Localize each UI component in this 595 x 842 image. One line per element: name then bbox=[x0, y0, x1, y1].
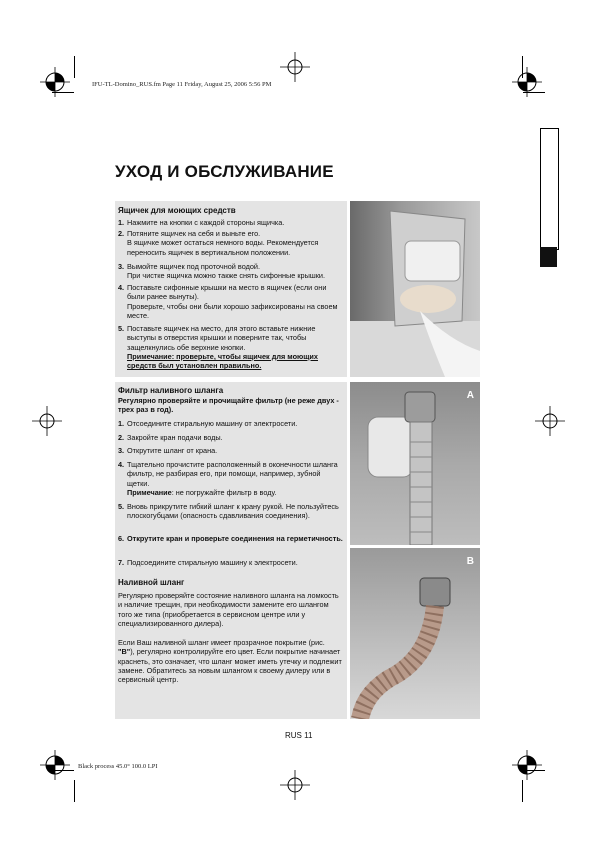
step-text: Нажмите на кнопки с каждой стороны ящичка. bbox=[127, 218, 285, 227]
filter-photo bbox=[350, 382, 480, 545]
print-footer: Black process 45.0° 100.0 LPI bbox=[78, 763, 158, 770]
figure-ref: "B" bbox=[118, 647, 131, 657]
hose-heading: Наливной шланг bbox=[118, 578, 185, 587]
detergent-step bbox=[118, 283, 343, 320]
filter-illustration bbox=[350, 382, 480, 545]
step-number: 6. bbox=[118, 534, 125, 543]
step-text: Потяните ящичек на себя и выньте его. bbox=[127, 229, 261, 238]
filter-step bbox=[118, 558, 343, 567]
crop-mark bbox=[52, 92, 74, 93]
detergent-heading: Ящичек для моющих средств bbox=[118, 206, 236, 215]
step-text: Поставьте ящичек на место, для этого вставьте нижние выступы в отверстия крышки и поверните так, чтобы защелкнулись обе верхние кнопки. bbox=[127, 324, 316, 352]
crop-mark bbox=[522, 56, 523, 78]
hose-illustration bbox=[350, 548, 480, 719]
filter-step bbox=[118, 446, 343, 455]
crop-mark bbox=[523, 92, 545, 93]
page-number: RUS 11 bbox=[285, 731, 313, 740]
step-text: Тщательно прочистите расположенный в оконечности шланга фильтр, не разбирая его, при помощи, например, зубной щетки. bbox=[127, 460, 338, 488]
step-text: Отсоедините стиральную машину от электросети. bbox=[127, 419, 298, 428]
step-number: 4. bbox=[118, 460, 125, 469]
step-text: Открутите кран и проверьте соединения на герметичность. bbox=[127, 534, 343, 543]
step-extra: Проверьте, чтобы они были хорошо зафиксированы на своем месте. bbox=[127, 301, 338, 320]
registration-mark-icon bbox=[32, 406, 62, 436]
registration-mark-icon bbox=[40, 750, 70, 780]
filter-step bbox=[118, 502, 343, 521]
step-number: 4. bbox=[118, 283, 125, 292]
filter-step bbox=[118, 433, 343, 442]
registration-mark-icon bbox=[512, 750, 542, 780]
crop-mark bbox=[523, 770, 545, 771]
step-number: 3. bbox=[118, 446, 125, 455]
step-note: Примечание: проверьте, чтобы ящичек для моющих средств был установлен правильно. bbox=[127, 351, 318, 371]
crop-mark bbox=[522, 780, 523, 802]
step-number: 5. bbox=[118, 324, 125, 333]
detergent-drawer-photo bbox=[350, 201, 480, 377]
registration-mark-icon bbox=[535, 406, 565, 436]
chapter-tab-outline bbox=[540, 128, 559, 250]
hose-p2-start: Если Ваш наливной шланг имеет прозрачное покрытие (рис. bbox=[118, 638, 325, 647]
print-header: IFU-TL-Domino_RUS.fm Page 11 Friday, August 25, 2006 5:56 PM bbox=[92, 81, 272, 88]
photo-label-b: B bbox=[466, 556, 474, 567]
step-number: 5. bbox=[118, 502, 125, 511]
chapter-tab-marker bbox=[540, 247, 557, 267]
note-text: : не погружайте фильтр в воду. bbox=[171, 487, 277, 497]
detergent-step bbox=[118, 218, 343, 227]
page-title: УХОД И ОБСЛУЖИВАНИЕ bbox=[115, 162, 334, 181]
filter-step bbox=[118, 419, 343, 428]
hose-photo bbox=[350, 548, 480, 719]
step-text: Закройте кран подачи воды. bbox=[127, 433, 223, 442]
step-number: 7. bbox=[118, 558, 125, 567]
filter-step bbox=[118, 460, 343, 497]
detergent-step bbox=[118, 229, 343, 257]
crop-mark bbox=[74, 56, 75, 78]
step-number: 3. bbox=[118, 262, 125, 271]
step-extra: При чистке ящичка можно также снять сифонные крышки. bbox=[127, 271, 325, 281]
filter-heading: Фильтр наливного шланга bbox=[118, 386, 224, 395]
hose-paragraph-2 bbox=[118, 638, 343, 684]
detergent-step bbox=[118, 324, 343, 370]
crop-mark bbox=[52, 770, 74, 771]
registration-mark-icon bbox=[280, 52, 310, 82]
registration-mark-icon bbox=[280, 770, 310, 800]
step-number: 1. bbox=[118, 218, 125, 227]
filter-step bbox=[118, 534, 343, 543]
step-text: Подсоедините стиральную машину к электросети. bbox=[127, 558, 298, 567]
hose-paragraph-1: Регулярно проверяйте состояние наливного шланга на ломкость и наличие трещин, при необходимости замените его шлангом того же типа (приобретается в сервисном центре или у специализированного дилера). bbox=[118, 591, 339, 628]
step-text: Поставьте сифонные крышки на место в ящичек (если они были ранее вынуты). bbox=[127, 283, 327, 302]
photo-label-a: A bbox=[466, 390, 474, 401]
crop-mark bbox=[74, 780, 75, 802]
step-text: Вымойте ящичек под проточной водой. bbox=[127, 262, 261, 271]
detergent-step bbox=[118, 262, 343, 281]
hose-p2-end: ), регулярно контролируйте его цвет. Если покрытие начинает краснеть, это означает, что шланг может иметь утечку и подлежит замене. Обратитесь за новым шлангом к своему дилеру или в сервисный центр. bbox=[118, 647, 342, 685]
drawer-illustration bbox=[350, 201, 480, 377]
step-number: 2. bbox=[118, 229, 125, 238]
filter-subheading: Регулярно проверяйте и прочищайте фильтр (не реже двух - трех раз в год). bbox=[118, 396, 339, 415]
step-text: Открутите шланг от крана. bbox=[127, 446, 218, 455]
step-number: 2. bbox=[118, 433, 125, 442]
step-text: Вновь прикрутите гибкий шланг к крану рукой. Не пользуйтесь плоскогубцами (опасность сдавливания соединения). bbox=[127, 502, 339, 521]
step-number: 1. bbox=[118, 419, 125, 428]
note-label: Примечание bbox=[127, 487, 172, 497]
step-extra: В ящичке может остаться немного воды. Рекомендуется переносить ящичек в вертикальном положении. bbox=[127, 238, 319, 257]
